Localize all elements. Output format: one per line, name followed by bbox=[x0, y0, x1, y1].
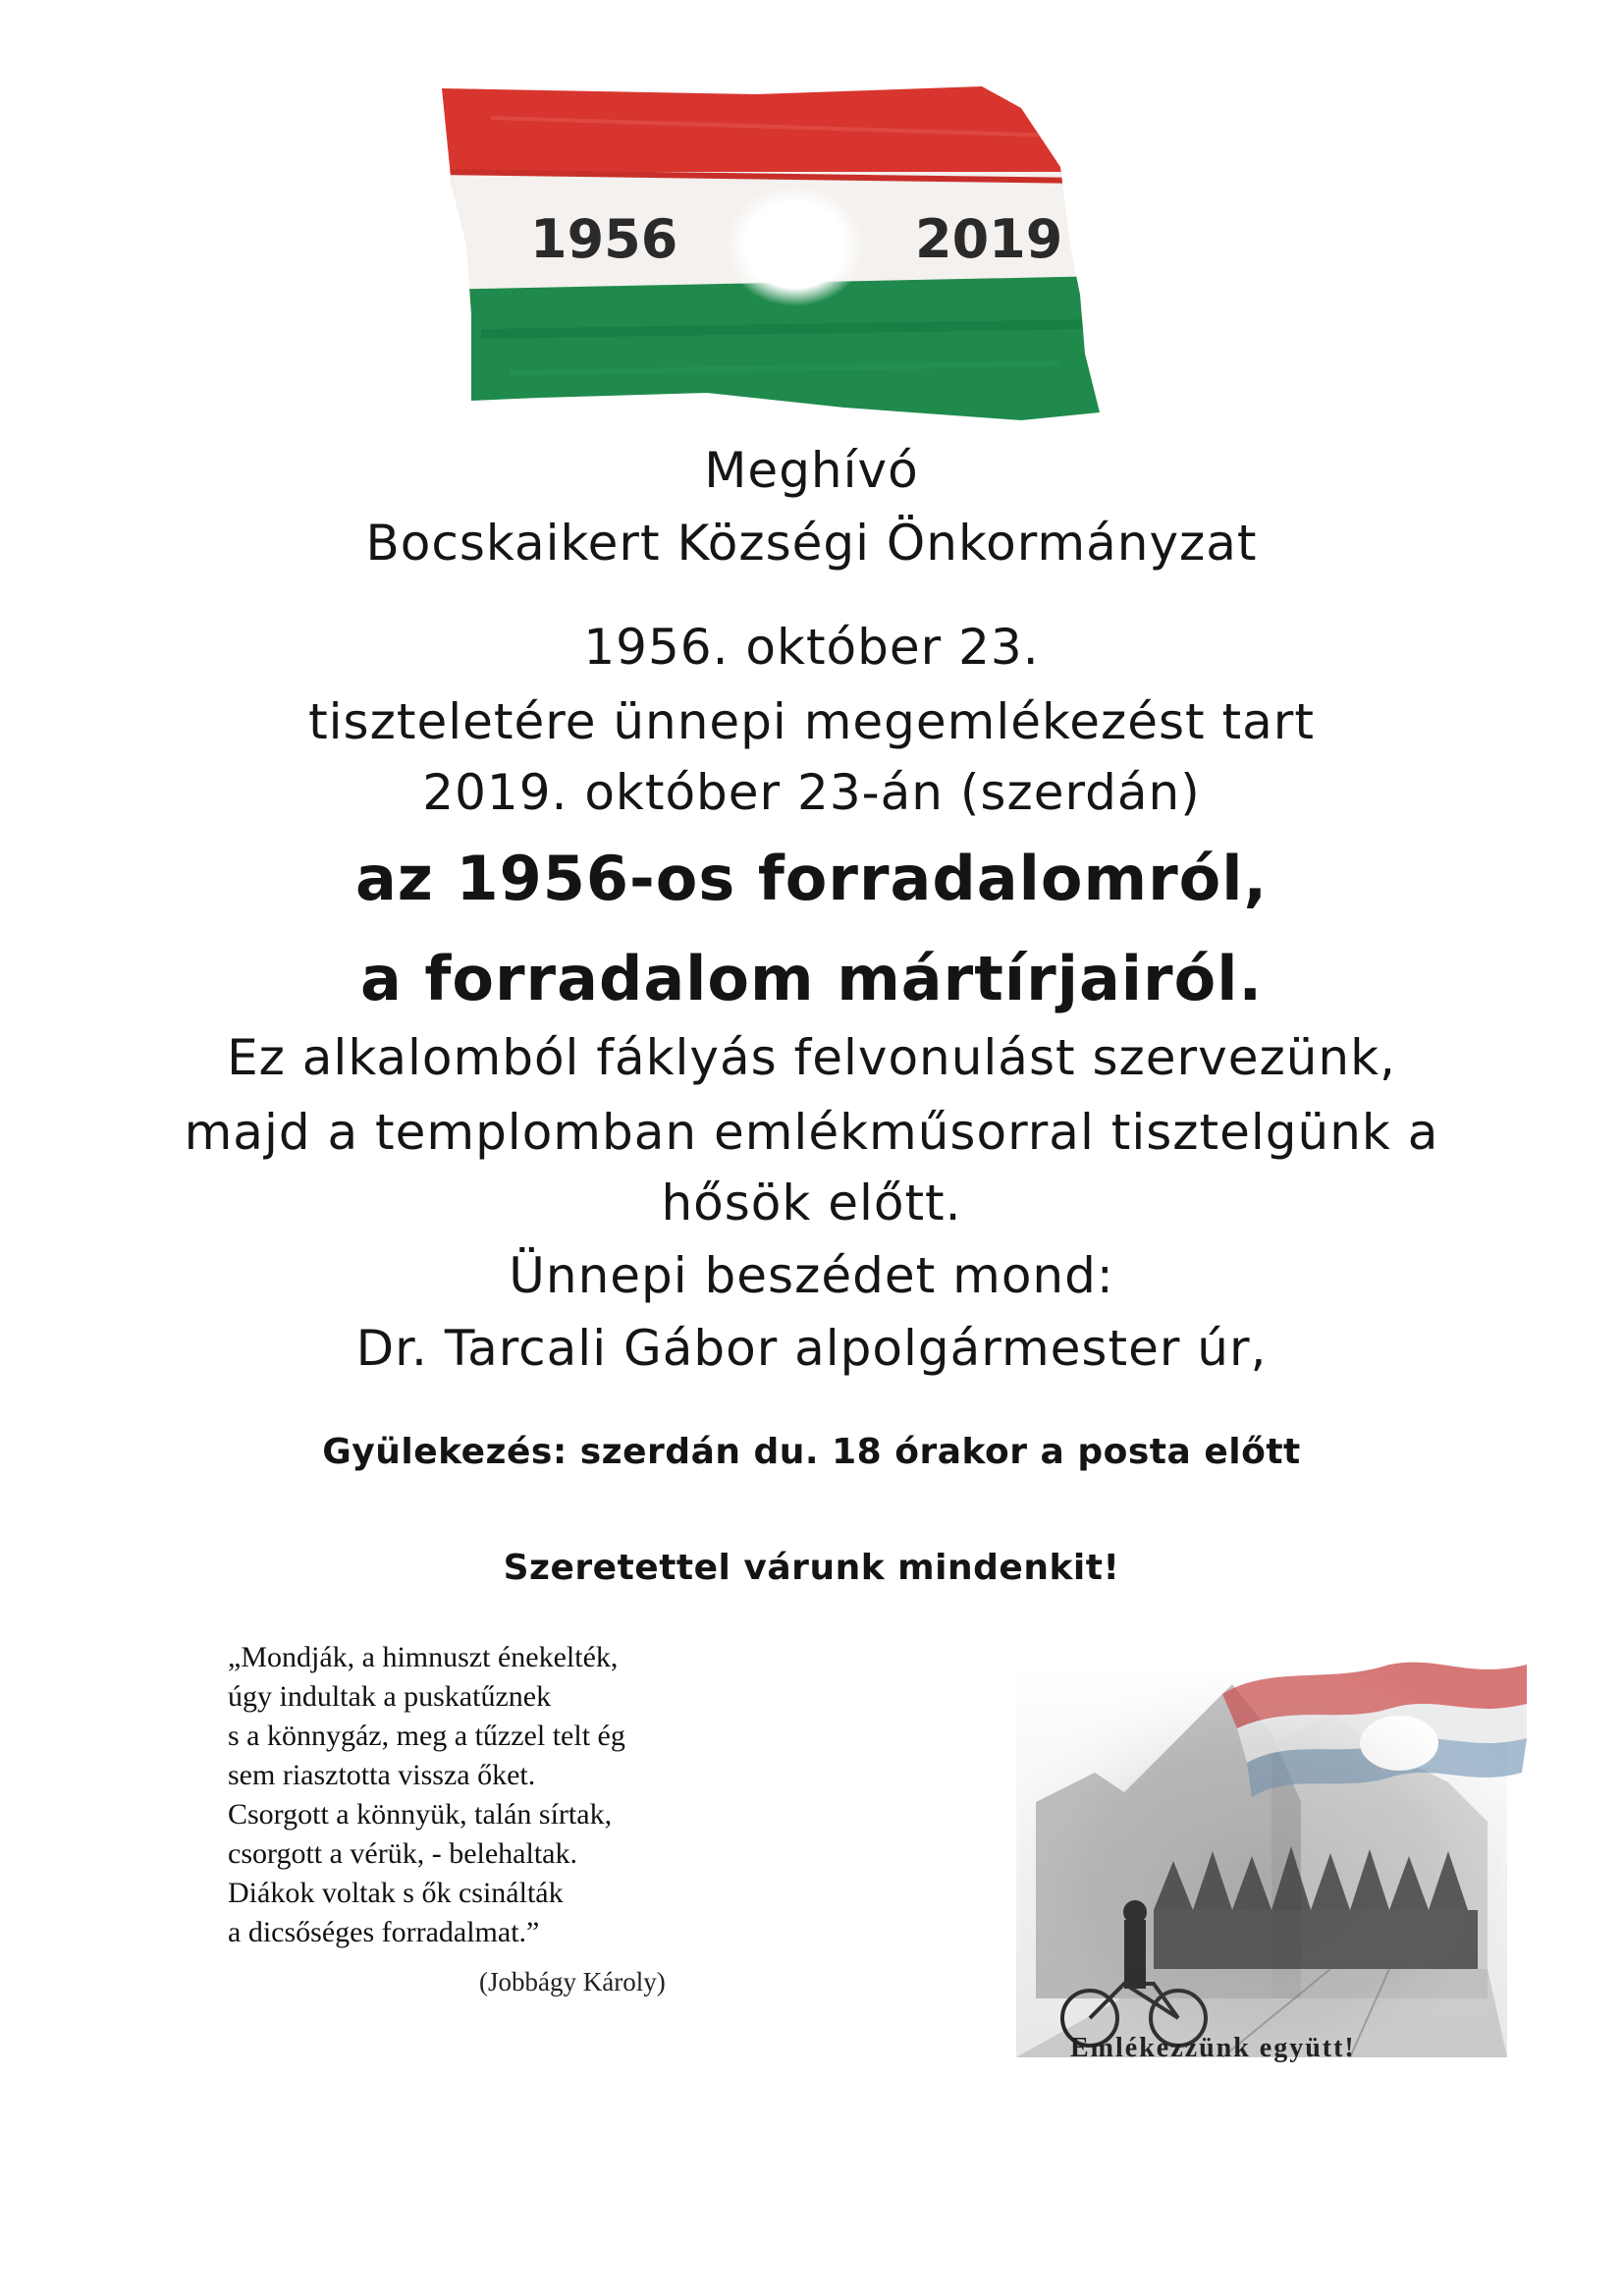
event-date: 2019. október 23-án (szerdán) bbox=[422, 764, 1201, 821]
poem-author: (Jobbágy Károly) bbox=[479, 1967, 666, 1996]
year-right: 2019 bbox=[915, 208, 1063, 270]
poem-line: Csorgott a könnyük, talán sírtak, bbox=[228, 1798, 613, 1831]
program-line-3: hősök előtt. bbox=[661, 1175, 962, 1231]
gathering-info: Gyülekezés: szerdán du. 18 órakor a posta előtt bbox=[322, 1432, 1301, 1472]
program-line-1: Ez alkalomból fáklyás felvonulást szervezünk, bbox=[227, 1029, 1396, 1086]
topic-line-2: a forradalom mártírjairól. bbox=[359, 943, 1264, 1014]
speech-line-2: Dr. Tarcali Gábor alpolgármester úr, bbox=[355, 1320, 1268, 1377]
poem-line: a dicsőséges forradalmat.” bbox=[228, 1916, 540, 1948]
poem-line: „Mondják, a himnuszt énekelték, bbox=[228, 1641, 619, 1673]
poem-line: sem riasztotta vissza őket. bbox=[228, 1759, 536, 1791]
poem-line: úgy indultak a puskatűznek bbox=[228, 1680, 552, 1713]
historical-photo bbox=[977, 1625, 1537, 2097]
welcome-line: Szeretettel várunk mindenkit! bbox=[503, 1548, 1120, 1588]
poem-line: csorgott a vérük, - belehaltak. bbox=[228, 1837, 577, 1870]
organizer: Bocskaikert Községi Önkormányzat bbox=[365, 515, 1258, 572]
flag-hole bbox=[725, 185, 866, 306]
purpose-line: tiszteletére ünnepi megemlékezést tart bbox=[308, 693, 1315, 750]
program-line-2: majd a templomban emlékműsorral tisztelgünk a bbox=[184, 1104, 1439, 1161]
hungarian-flag-icon bbox=[432, 79, 1159, 471]
hungarian-flag-image bbox=[432, 79, 1159, 471]
invitation-title: Meghívó bbox=[704, 442, 919, 499]
topic-line-1: az 1956-os forradalomról, bbox=[354, 843, 1269, 914]
historical-march-photo-icon bbox=[977, 1625, 1537, 2097]
speech-line-1: Ünnepi beszédet mond: bbox=[509, 1247, 1114, 1304]
year-left: 1956 bbox=[530, 208, 678, 270]
poem bbox=[228, 1638, 625, 1952]
poem-line: s a könnygáz, meg a tűzzel telt ég bbox=[228, 1720, 625, 1752]
photo-caption: Emlékezzünk együtt! bbox=[1070, 2033, 1356, 2063]
poem-line: Diákok voltak s ők csinálták bbox=[228, 1877, 564, 1909]
date-line: 1956. október 23. bbox=[583, 619, 1040, 676]
